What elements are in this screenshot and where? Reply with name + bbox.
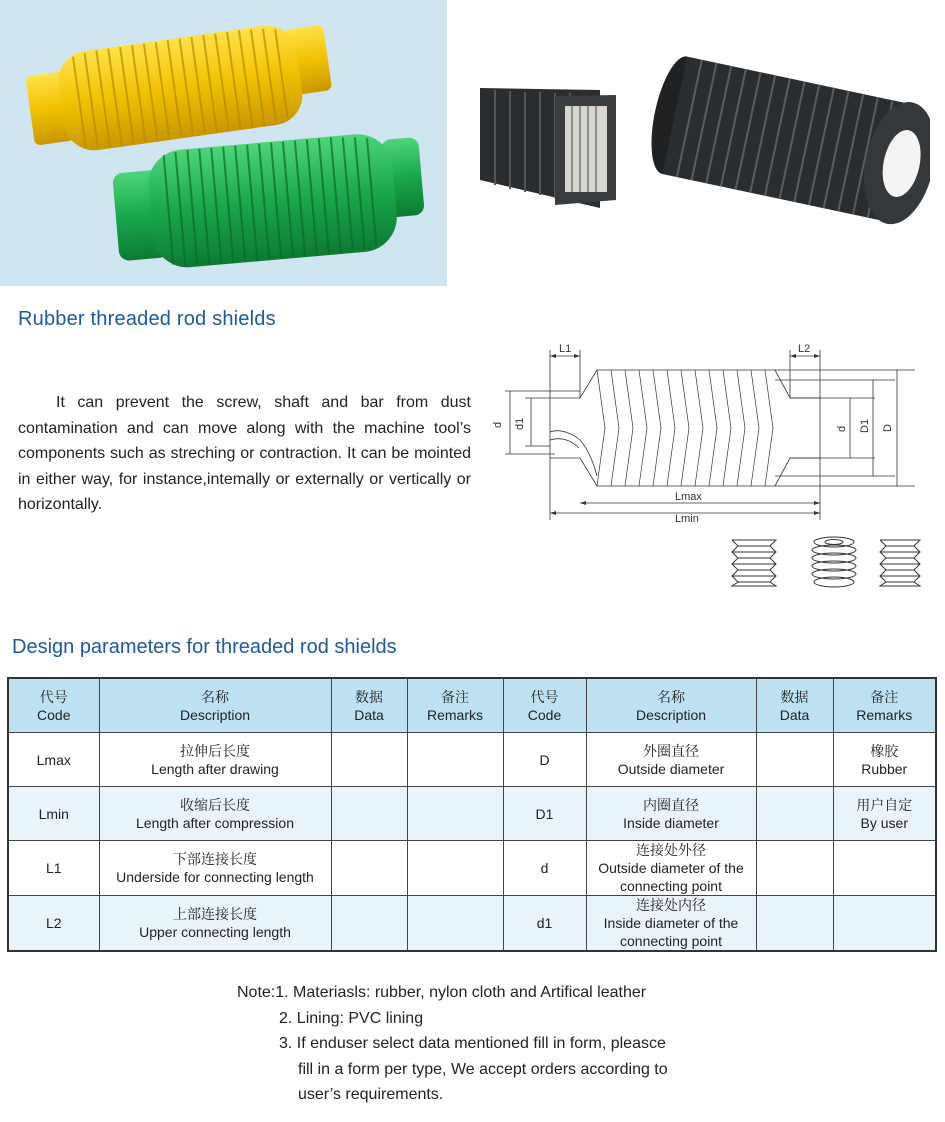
diagram-label-l2: L2 — [798, 343, 811, 355]
data-cell[interactable] — [331, 841, 407, 896]
remarks-cell: 用户自定 By user — [833, 787, 936, 841]
design-parameters-table — [7, 677, 937, 952]
note-line-2: 2. Lining: PVC lining — [279, 1009, 424, 1027]
code-cell: L1 — [8, 841, 99, 896]
code-cell: Lmax — [8, 733, 99, 787]
remarks-cell — [833, 896, 936, 952]
description-cell: 下部连接长度 Underside for connecting length — [99, 841, 331, 896]
diagram-label-d-left: d — [492, 421, 504, 428]
header-remarks-2: 备注 Remarks — [833, 678, 936, 733]
remarks-cell — [407, 841, 503, 896]
bellows-dimension-drawing — [485, 336, 930, 536]
params-heading: Design parameters for threaded rod shields — [12, 636, 397, 658]
diagram-label-D1: D1 — [859, 418, 871, 433]
remarks-cell — [407, 787, 503, 841]
black-bellows-illustration — [470, 40, 930, 250]
description-cell: 内圈直径 Inside diameter — [586, 787, 756, 841]
diagram-label-l1: L1 — [559, 343, 572, 355]
table-header-row — [8, 678, 936, 733]
header-data-2: 数据 Data — [756, 678, 833, 733]
description-cell: 收缩后长度 Length after compression — [99, 787, 331, 841]
note-line-1: Note:1. Materiasls: rubber, nylon cloth and Artifical leather — [237, 984, 647, 1001]
remarks-cell: 橡胶 Rubber — [833, 733, 936, 787]
table-row — [8, 733, 936, 787]
description-cell: 拉伸后长度 Length after drawing — [99, 733, 331, 787]
round-bellows — [642, 50, 930, 230]
code-cell: D — [503, 733, 586, 787]
diagram-label-lmax: Lmax — [675, 491, 702, 503]
diagram-label-d-right: d — [836, 425, 848, 432]
diagram-label-lmin: Lmin — [675, 513, 699, 525]
header-data-1: 数据 Data — [331, 678, 407, 733]
bellows-shape-icons — [722, 532, 927, 592]
description-cell: 连接处内径 Inside diameter of the connecting point — [586, 896, 756, 952]
technical-diagram — [485, 336, 930, 536]
code-cell: D1 — [503, 787, 586, 841]
diagram-label-D: D — [882, 424, 894, 432]
header-remarks-1: 备注 Remarks — [407, 678, 503, 733]
product-description — [18, 390, 471, 518]
table-row — [8, 841, 936, 896]
remarks-cell — [407, 733, 503, 787]
header-description-1: 名称 Description — [99, 678, 331, 733]
yellow-bellows — [23, 18, 336, 159]
description-cell: 上部连接长度 Upper connecting length — [99, 896, 331, 952]
description-cell: 外圈直径 Outside diameter — [586, 733, 756, 787]
round-bellows-icon — [812, 537, 856, 587]
colored-bellows-illustration — [0, 0, 447, 286]
description-cell: 连接处外径 Outside diameter of the connecting point — [586, 841, 756, 896]
data-cell[interactable] — [331, 733, 407, 787]
code-cell: d1 — [503, 896, 586, 952]
data-cell[interactable] — [756, 733, 833, 787]
code-cell: L2 — [8, 896, 99, 952]
table-row — [8, 896, 936, 952]
data-cell[interactable] — [331, 896, 407, 952]
flat-bellows-icon — [732, 540, 776, 586]
header-code-1: 代号 Code — [8, 678, 99, 733]
note-line-3: 3. If enduser select data mentioned fill in form, pleasce — [279, 1035, 666, 1052]
data-cell[interactable] — [756, 896, 833, 952]
notes — [237, 980, 668, 1108]
bellows-shapes — [722, 532, 927, 592]
square-bellows — [480, 88, 616, 208]
header-code-2: 代号 Code — [503, 678, 586, 733]
data-cell[interactable] — [331, 787, 407, 841]
note-line-4: fill in a form per type, We accept orders according to — [298, 1060, 668, 1078]
description-text: It can prevent the screw, shaft and bar from dust contamination and can move along with the machine tool’s components such as streching or contraction. It can be mointed in either way, for instance,intemally or externally or vertically or horizontally. — [18, 394, 471, 513]
code-cell: Lmin — [8, 787, 99, 841]
green-bellows — [111, 129, 428, 273]
table-row — [8, 787, 936, 841]
code-cell: d — [503, 841, 586, 896]
note-line-5: user’s requirements. — [298, 1086, 444, 1103]
product-heading: Rubber threaded rod shields — [18, 308, 276, 330]
data-cell[interactable] — [756, 787, 833, 841]
remarks-cell — [407, 896, 503, 952]
diagram-label-d1-left: d1 — [514, 417, 526, 430]
remarks-cell — [833, 841, 936, 896]
product-photo-black-bellows — [470, 40, 930, 250]
data-cell[interactable] — [756, 841, 833, 896]
product-photo-colored-bellows — [0, 0, 447, 286]
header-description-2: 名称 Description — [586, 678, 756, 733]
square-bellows-icon — [880, 540, 920, 586]
